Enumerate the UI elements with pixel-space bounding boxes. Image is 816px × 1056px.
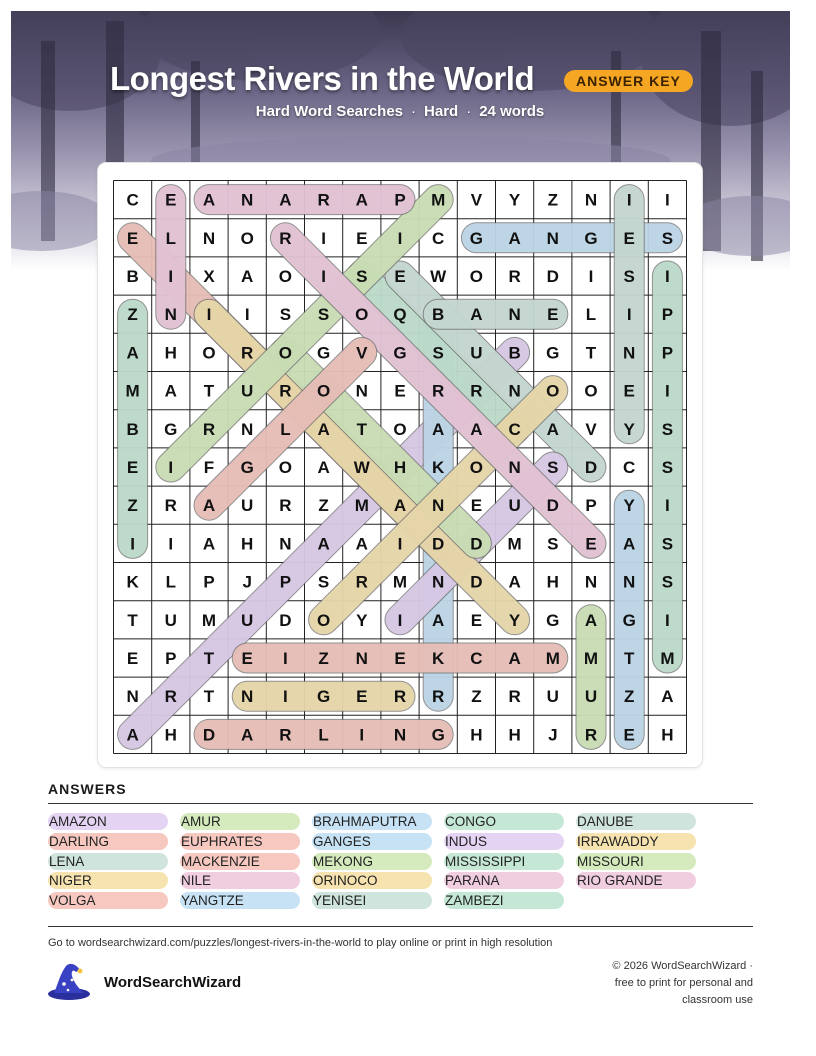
grid-letter[interactable]: O — [469, 267, 484, 286]
grid-letter[interactable]: Z — [624, 687, 635, 707]
grid-letter[interactable]: D — [546, 267, 559, 286]
grid-letter[interactable]: W — [353, 458, 370, 477]
grid-letter[interactable]: T — [585, 343, 597, 363]
grid-letter[interactable]: S — [623, 267, 635, 286]
grid-letter[interactable]: P — [394, 190, 406, 210]
grid-letter[interactable]: S — [356, 267, 368, 286]
grid-letter[interactable]: O — [278, 343, 293, 363]
grid-letter[interactable]: C — [432, 228, 445, 248]
copyright-notice — [583, 958, 753, 1009]
grid-letter[interactable]: C — [623, 458, 636, 477]
grid-letter[interactable]: H — [164, 343, 177, 363]
grid-letter[interactable]: R — [508, 267, 521, 286]
grid-letter[interactable]: P — [165, 649, 177, 668]
grid-letter[interactable]: O — [546, 381, 560, 401]
grid-letter[interactable]: R — [279, 228, 292, 248]
grid-letter[interactable]: C — [470, 649, 483, 668]
divider — [48, 926, 753, 927]
grid-letter[interactable]: H — [241, 534, 254, 554]
grid-letter[interactable]: Y — [623, 496, 635, 516]
page-title: Longest Rivers in the World — [110, 60, 535, 97]
grid-letter[interactable]: E — [623, 725, 635, 745]
grid-letter[interactable]: Z — [318, 496, 329, 516]
grid-letter[interactable]: G — [164, 419, 178, 439]
grid-letter[interactable]: N — [126, 687, 139, 707]
grid-letter[interactable]: G — [622, 610, 636, 630]
grid-letter[interactable]: I — [397, 228, 403, 248]
subtitle-separator: · — [466, 103, 472, 120]
subtitle-level: Hard — [424, 103, 459, 120]
answer-item: AMAZON — [48, 813, 168, 830]
grid-letter[interactable]: G — [546, 343, 560, 363]
grid-letter[interactable]: S — [661, 572, 674, 592]
grid-letter[interactable]: U — [546, 687, 559, 707]
grid-letter[interactable]: S — [547, 458, 559, 477]
grid-letter[interactable]: T — [203, 687, 215, 707]
grid-letter[interactable]: R — [164, 687, 177, 707]
grid-letter[interactable]: M — [660, 649, 675, 668]
grid-letter[interactable]: R — [317, 190, 330, 210]
grid-letter[interactable]: A — [317, 534, 330, 554]
grid-letter[interactable]: I — [283, 649, 288, 668]
answer-item: DARLING — [48, 833, 168, 850]
grid-letter[interactable]: C — [126, 190, 139, 210]
grid-letter[interactable]: I — [626, 305, 632, 325]
grid-letter[interactable]: A — [393, 496, 407, 516]
grid-letter[interactable]: I — [321, 228, 326, 248]
grid-letter[interactable]: L — [585, 305, 597, 325]
grid-letter[interactable]: S — [317, 305, 330, 325]
grid-letter[interactable]: E — [126, 228, 139, 248]
grid-letter[interactable]: A — [508, 572, 521, 592]
grid-letter[interactable]: I — [665, 267, 670, 286]
answer-item: BRAHMAPUTRA — [312, 813, 432, 830]
grid-letter[interactable]: A — [241, 725, 254, 745]
grid-letter[interactable]: N — [623, 343, 636, 363]
subtitle-separator: · — [411, 103, 417, 120]
answer-item: MISSOURI — [576, 853, 696, 870]
grid-letter[interactable]: H — [393, 458, 407, 477]
grid-letter[interactable]: E — [585, 534, 597, 554]
wizard-hat-icon — [46, 962, 92, 1007]
grid-letter[interactable]: R — [584, 725, 598, 745]
grid-letter[interactable]: A — [508, 649, 521, 668]
answer-item: VOLGA — [48, 892, 168, 909]
grid-letter[interactable]: A — [317, 419, 330, 439]
grid-letter[interactable]: I — [665, 381, 670, 401]
answer-item: CONGO — [444, 813, 564, 830]
grid-letter[interactable]: U — [241, 610, 254, 630]
grid-letter[interactable]: K — [432, 649, 445, 668]
grid-letter[interactable]: I — [168, 458, 174, 477]
grid-letter[interactable]: A — [317, 458, 330, 477]
grid-letter[interactable]: I — [397, 610, 403, 630]
grid-letter[interactable]: O — [316, 610, 331, 630]
subtitle-word-count: 24 words — [479, 103, 545, 120]
grid-letter[interactable]: P — [585, 496, 597, 516]
grid-letter[interactable]: J — [548, 725, 558, 745]
grid-letter[interactable]: G — [393, 343, 407, 363]
grid-letter[interactable]: A — [661, 687, 674, 707]
grid-letter[interactable]: O — [278, 267, 293, 286]
grid-letter[interactable]: N — [508, 381, 521, 401]
grid-letter[interactable]: G — [469, 228, 484, 248]
grid-letter[interactable]: Y — [508, 610, 521, 630]
grid-letter[interactable]: E — [356, 687, 368, 707]
copyright-line: classroom use — [682, 994, 753, 1006]
grid-letter[interactable]: A — [470, 419, 483, 439]
grid-letter[interactable]: G — [546, 610, 560, 630]
grid-letter[interactable]: B — [126, 419, 139, 439]
grid-letter[interactable]: C — [508, 419, 521, 439]
grid-letter[interactable]: A — [584, 610, 598, 630]
grid-letter[interactable]: L — [165, 228, 176, 248]
answer-item: MEKONG — [312, 853, 432, 870]
grid-letter[interactable]: G — [316, 343, 331, 363]
grid-letter[interactable]: T — [203, 381, 215, 401]
grid-letter[interactable]: O — [240, 228, 254, 248]
grid-letter[interactable]: E — [470, 496, 483, 516]
grid-letter[interactable]: A — [432, 610, 445, 630]
grid-letter[interactable]: U — [470, 343, 483, 363]
grid-letter[interactable]: O — [202, 343, 216, 363]
grid-letter[interactable]: Z — [471, 687, 482, 707]
grid-letter[interactable]: A — [355, 534, 368, 554]
grid-letter[interactable]: I — [168, 267, 174, 286]
grid-letter[interactable]: R — [432, 381, 445, 401]
answer-item: MACKENZIE — [180, 853, 300, 870]
grid-letter[interactable]: G — [240, 458, 254, 477]
answer-item: YANGTZE — [180, 892, 300, 909]
grid-letter[interactable]: I — [321, 267, 326, 286]
grid-letter[interactable]: Q — [393, 305, 407, 325]
grid-letter[interactable]: P — [661, 305, 674, 325]
grid-letter[interactable]: L — [280, 419, 291, 439]
grid-letter[interactable]: P — [279, 572, 292, 592]
grid-letter[interactable]: N — [432, 572, 445, 592]
grid-letter[interactable]: H — [508, 725, 521, 745]
answer-item: AMUR — [180, 813, 300, 830]
grid-letter[interactable]: N — [202, 228, 216, 248]
grid-letter[interactable]: E — [394, 267, 406, 286]
grid-letter[interactable]: M — [354, 496, 369, 516]
grid-letter[interactable]: V — [356, 343, 368, 363]
grid-letter[interactable]: B — [126, 267, 139, 286]
grid-letter[interactable]: N — [393, 725, 407, 745]
grid-letter[interactable]: N — [241, 419, 254, 439]
grid-letter[interactable]: Z — [127, 305, 138, 325]
grid-letter[interactable]: I — [588, 267, 594, 286]
grid-letter[interactable]: J — [242, 572, 252, 592]
grid-letter[interactable]: R — [164, 496, 177, 516]
grid-letter[interactable]: N — [508, 305, 521, 325]
answer-item: ORINOCO — [312, 872, 432, 889]
answer-key-badge: ANSWER KEY — [564, 70, 693, 92]
grid-letter[interactable]: P — [661, 343, 674, 363]
grid-letter[interactable]: R — [355, 572, 368, 592]
grid-letter[interactable]: R — [508, 687, 521, 707]
grid-letter[interactable]: S — [279, 305, 292, 325]
answer-item: INDUS — [444, 833, 564, 850]
grid-letter[interactable]: W — [430, 267, 447, 286]
answer-item: EUPHRATES — [180, 833, 300, 850]
grid-letter[interactable]: U — [241, 496, 254, 516]
grid-letter[interactable]: H — [470, 725, 483, 745]
grid-letter[interactable]: P — [203, 572, 215, 592]
grid-letter[interactable]: N — [546, 228, 559, 248]
grid-letter[interactable]: R — [279, 496, 292, 516]
grid-letter[interactable]: A — [202, 190, 216, 210]
grid-letter[interactable]: A — [470, 305, 483, 325]
grid-letter[interactable]: I — [130, 534, 135, 554]
puzzle-card — [98, 163, 702, 767]
copyright-line: © 2026 WordSearchWizard · — [612, 960, 753, 972]
grid-letter[interactable]: A — [355, 190, 368, 210]
answer-item: LENA — [48, 853, 168, 870]
grid-letter[interactable]: R — [279, 381, 292, 401]
grid-letter[interactable]: N — [584, 190, 598, 210]
grid-letter[interactable]: Z — [547, 190, 558, 210]
answer-item: PARANA — [444, 872, 564, 889]
divider — [48, 803, 753, 804]
grid-letter[interactable]: E — [126, 458, 139, 477]
grid-letter[interactable]: N — [508, 458, 521, 477]
grid-letter[interactable]: A — [202, 534, 216, 554]
grid-letter[interactable]: A — [546, 419, 559, 439]
answers-heading: ANSWERS — [48, 781, 127, 797]
grid-letter[interactable]: R — [279, 725, 292, 745]
grid-letter[interactable]: I — [626, 190, 632, 210]
grid-letter[interactable]: N — [164, 305, 177, 325]
grid-letter[interactable]: A — [508, 228, 521, 248]
footer-link-text[interactable]: Go to wordsearchwizard.com/puzzles/longest-rivers-in-the-world to play online or print in high resolution — [48, 937, 553, 949]
grid-letter[interactable]: N — [355, 381, 368, 401]
grid-letter[interactable]: M — [392, 572, 408, 592]
grid-letter[interactable]: E — [241, 649, 253, 668]
grid-letter[interactable]: D — [584, 458, 598, 477]
grid-letter[interactable]: B — [432, 305, 445, 325]
grid-letter[interactable]: O — [584, 381, 598, 401]
subtitle-source: Hard Word Searches — [255, 103, 404, 120]
grid-letter[interactable]: L — [165, 572, 176, 592]
grid-letter[interactable]: D — [279, 610, 292, 630]
grid-letter[interactable]: E — [394, 649, 406, 668]
grid-letter[interactable]: A — [126, 725, 139, 745]
grid-letter[interactable]: E — [356, 228, 368, 248]
grid-letter[interactable]: N — [623, 572, 636, 592]
grid-letter[interactable]: M — [125, 381, 140, 401]
grid-letter[interactable]: M — [507, 534, 522, 554]
grid-letter[interactable]: Y — [356, 610, 368, 630]
answer-item: DANUBE — [576, 813, 696, 830]
grid-letter[interactable]: M — [583, 649, 599, 668]
grid-letter[interactable]: D — [202, 725, 216, 745]
grid-letter[interactable]: E — [547, 305, 559, 325]
grid-letter[interactable]: A — [164, 381, 177, 401]
grid-letter[interactable]: U — [164, 610, 177, 630]
grid-letter[interactable]: F — [203, 458, 215, 477]
grid-letter[interactable]: S — [432, 343, 444, 363]
grid-letter[interactable]: D — [546, 496, 559, 516]
grid-letter[interactable]: S — [661, 458, 674, 477]
grid-letter[interactable]: N — [355, 649, 368, 668]
grid-letter[interactable]: T — [356, 419, 367, 439]
grid-letter[interactable]: A — [279, 190, 292, 210]
grid-letter[interactable]: H — [661, 725, 674, 745]
grid-letter[interactable]: R — [241, 343, 254, 363]
grid-letter[interactable]: A — [126, 343, 139, 363]
word-search-grid — [113, 180, 687, 754]
answer-item: GANGES — [312, 833, 432, 850]
grid-letter[interactable]: D — [470, 572, 483, 592]
grid-letter[interactable]: U — [508, 496, 521, 516]
grid-letter[interactable]: T — [127, 610, 138, 630]
grid-letter[interactable]: H — [164, 725, 177, 745]
grid-letter[interactable]: D — [470, 534, 483, 554]
grid-letter[interactable]: S — [661, 419, 674, 439]
grid-letter[interactable]: I — [359, 725, 365, 745]
grid-letter[interactable]: H — [546, 572, 559, 592]
page-subtitle — [0, 103, 800, 120]
grid-letter[interactable]: V — [470, 190, 483, 210]
grid-letter[interactable]: B — [508, 343, 521, 363]
grid-letter[interactable]: L — [318, 725, 329, 745]
grid-letter[interactable]: O — [316, 381, 331, 401]
grid-letter[interactable]: I — [206, 305, 212, 325]
grid-letter[interactable]: I — [665, 496, 670, 516]
copyright-line: free to print for personal and — [614, 977, 753, 989]
grid-letter[interactable]: Y — [623, 419, 635, 439]
grid-letter[interactable]: S — [547, 534, 559, 554]
grid-letter[interactable]: R — [470, 381, 483, 401]
grid-letter[interactable]: A — [623, 534, 636, 554]
grid-letter[interactable]: I — [665, 610, 670, 630]
grid-letter[interactable]: O — [278, 458, 293, 477]
answer-item: NILE — [180, 872, 300, 889]
grid-letter[interactable]: T — [203, 649, 215, 668]
grid-letter[interactable]: X — [203, 267, 215, 286]
grid-letter[interactable]: K — [432, 458, 445, 477]
grid-letter[interactable]: S — [661, 228, 674, 248]
answer-item: ZAMBEZI — [444, 892, 564, 909]
grid-letter[interactable]: E — [623, 228, 635, 248]
grid-letter[interactable]: K — [126, 572, 139, 592]
grid-letter[interactable]: U — [584, 687, 598, 707]
grid-letter[interactable]: E — [165, 190, 177, 210]
grid-letter[interactable]: V — [585, 419, 597, 439]
grid-letter[interactable]: U — [241, 381, 254, 401]
grid-letter[interactable]: O — [469, 458, 484, 477]
grid-letter[interactable]: E — [394, 381, 406, 401]
grid-letter[interactable]: I — [168, 534, 174, 554]
grid-letter[interactable]: R — [202, 419, 216, 439]
grid-letter[interactable]: Z — [318, 649, 329, 668]
grid-letter[interactable]: E — [470, 610, 483, 630]
grid-letter[interactable]: S — [317, 572, 330, 592]
brand-name: WordSearchWizard — [104, 974, 242, 991]
grid-letter[interactable]: T — [624, 649, 635, 668]
grid-letter[interactable]: E — [623, 381, 635, 401]
grid-letter[interactable]: A — [432, 419, 445, 439]
grid-letter[interactable]: E — [126, 649, 139, 668]
answer-item: IRRAWADDY — [576, 833, 696, 850]
grid-letter[interactable]: I — [283, 687, 288, 707]
answer-item: MISSISSIPPI — [444, 853, 564, 870]
grid-letter[interactable]: N — [432, 496, 445, 516]
grid-letter[interactable]: G — [431, 725, 445, 745]
grid-letter[interactable]: M — [201, 610, 217, 630]
grid-letter[interactable]: Z — [127, 496, 138, 516]
grid-letter[interactable]: N — [584, 572, 598, 592]
grid-letter[interactable]: I — [665, 190, 670, 210]
grid-letter[interactable]: G — [584, 228, 598, 248]
grid-letter[interactable]: I — [397, 534, 403, 554]
grid-letter[interactable]: D — [432, 534, 445, 554]
grid-letter[interactable]: G — [316, 687, 331, 707]
grid-letter[interactable]: S — [661, 534, 674, 554]
grid-letter[interactable]: O — [393, 419, 407, 439]
grid-letter[interactable]: R — [393, 687, 407, 707]
grid-letter[interactable]: N — [279, 534, 292, 554]
answer-item: YENISEI — [312, 892, 432, 909]
answer-item: RIO GRANDE — [576, 872, 696, 889]
grid-letter[interactable]: I — [244, 305, 250, 325]
grid-letter[interactable]: Y — [508, 190, 521, 210]
grid-letter[interactable]: A — [241, 267, 254, 286]
grid-letter[interactable]: R — [432, 687, 445, 707]
grid-letter[interactable]: M — [545, 649, 560, 668]
grid-letter[interactable]: O — [355, 305, 369, 325]
grid-letter[interactable]: A — [202, 496, 216, 516]
grid-letter[interactable]: N — [241, 687, 254, 707]
grid-letter[interactable]: M — [431, 190, 446, 210]
answer-item: NIGER — [48, 872, 168, 889]
grid-letter[interactable]: N — [241, 190, 254, 210]
